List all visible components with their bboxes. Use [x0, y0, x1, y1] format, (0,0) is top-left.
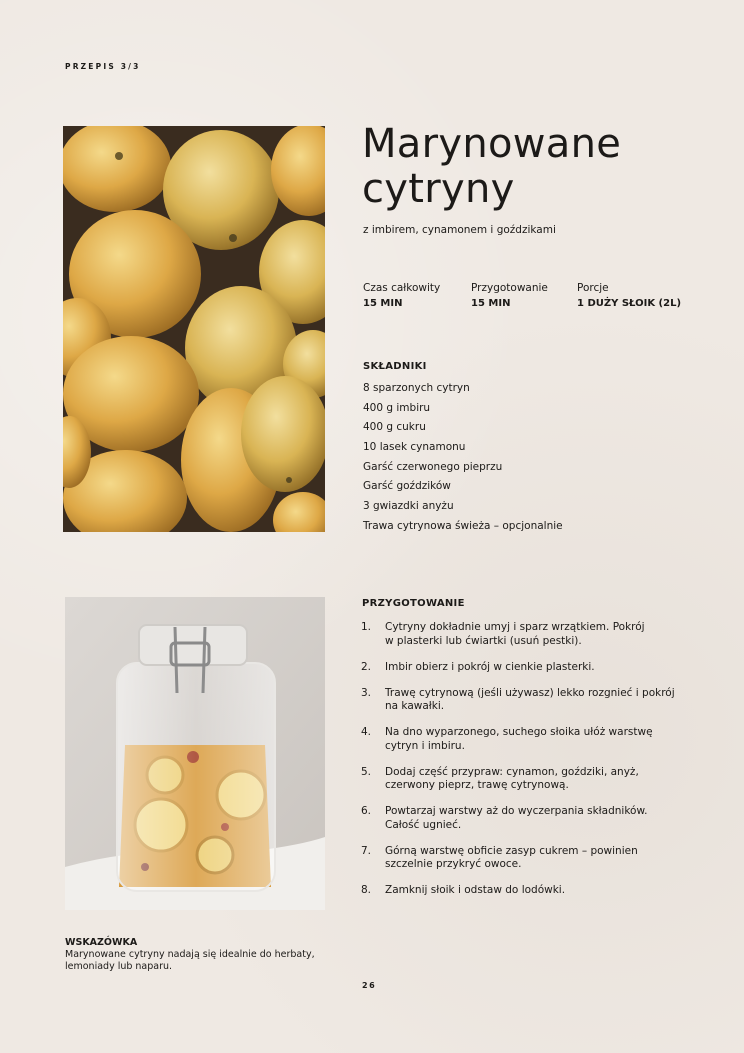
- meta-value: 15 MIN: [363, 298, 403, 309]
- meta-prep-time: [471, 281, 548, 311]
- step-number: 2.: [361, 660, 372, 673]
- step-text-line-1: Zamknij słoik i odstaw do lodówki.: [385, 884, 566, 896]
- step-number: 8.: [361, 884, 372, 896]
- ingredient-item: Garść goździków: [363, 480, 451, 493]
- ingredient-item: Trawa cytrynowa świeża – opcjonalnie: [363, 519, 563, 532]
- step-text-line-2: cytryn i imbiru.: [385, 739, 465, 752]
- step-text-line-2: w plasterki lub ćwiartki (usuń pestki).: [385, 634, 582, 647]
- ingredients-heading: SKŁADNIKI: [363, 361, 427, 372]
- recipe-title-line-1: Marynowane: [362, 121, 622, 167]
- recipe-title-line-2: cytryny: [362, 166, 515, 212]
- ingredient-item: 400 g cukru: [363, 421, 426, 434]
- jar-photo: [65, 597, 325, 910]
- step-text-line-1: Cytryny dokładnie umyj i sparz wrzątkiem. Pokrój: [385, 621, 645, 633]
- meta-label: Czas całkowity: [363, 282, 441, 294]
- lemons-photo: [63, 126, 325, 532]
- step-number: 7.: [361, 844, 372, 857]
- step-text-line-2: Całość ugnieć.: [385, 818, 462, 831]
- tip-text-line-1: Marynowane cytryny nadają się idealnie do herbaty,: [65, 949, 315, 960]
- meta-total-time: [363, 281, 440, 311]
- step-item: [361, 845, 685, 872]
- step-item: [361, 661, 685, 675]
- tip-heading: WSKAZÓWKA: [65, 937, 138, 948]
- meta-value: 1 DUŻY SŁOIK (2L): [577, 298, 682, 309]
- meta-servings: [577, 281, 681, 311]
- step-text-line-1: Powtarzaj warstwy aż do wyczerpania składników.: [385, 805, 648, 817]
- meta-label: Przygotowanie: [471, 282, 548, 294]
- meta-value: 15 MIN: [471, 298, 511, 309]
- preparation-heading: PRZYGOTOWANIE: [362, 598, 465, 609]
- step-item: [361, 884, 685, 898]
- step-number: 4.: [361, 726, 372, 738]
- step-item: [361, 687, 685, 714]
- ingredient-item: 10 lasek cynamonu: [363, 441, 466, 454]
- meta-label: Porcje: [577, 282, 609, 294]
- step-number: 1.: [361, 621, 372, 633]
- ingredient-item: 400 g imbiru: [363, 401, 431, 414]
- step-item: [361, 621, 685, 648]
- step-text-line-1: Imbir obierz i pokrój w cienkie plasterki.: [385, 660, 595, 673]
- ingredients-list: [363, 381, 563, 539]
- ingredient-item: Garść czerwonego pieprzu: [363, 460, 503, 473]
- recipe-subtitle: z imbirem, cynamonem i goździkami: [363, 224, 556, 236]
- step-text-line-2: na kawałki.: [385, 700, 445, 712]
- recipe-counter: PRZEPIS 3/3: [65, 62, 141, 71]
- recipe-title: [362, 122, 692, 212]
- tip-text: [65, 949, 315, 973]
- step-item: [361, 766, 685, 793]
- preparation-steps: [361, 621, 685, 910]
- ingredient-item: 8 sparzonych cytryn: [363, 382, 470, 394]
- step-item: [361, 726, 685, 753]
- step-text-line-1: Górną warstwę obficie zasyp cukrem – powinien: [385, 844, 638, 857]
- step-text-line-1: Trawę cytrynową (jeśli używasz) lekko rozgnieć i pokrój: [385, 686, 675, 699]
- step-number: 6.: [361, 805, 372, 817]
- page-number: 26: [362, 981, 377, 990]
- step-text-line-2: czerwony pieprz, trawę cytrynową.: [385, 779, 569, 791]
- step-number: 3.: [361, 686, 372, 699]
- step-text-line-2: szczelnie przykryć owoce.: [385, 858, 522, 870]
- ingredient-item: 3 gwiazdki anyżu: [363, 500, 454, 513]
- tip-text-line-2: lemoniady lub naparu.: [65, 961, 173, 972]
- step-item: [361, 805, 685, 832]
- step-text-line-1: Na dno wyparzonego, suchego słoika ułóż warstwę: [385, 726, 653, 738]
- step-number: 5.: [361, 765, 372, 778]
- step-text-line-1: Dodaj część przypraw: cynamon, goździki, anyż,: [385, 765, 639, 778]
